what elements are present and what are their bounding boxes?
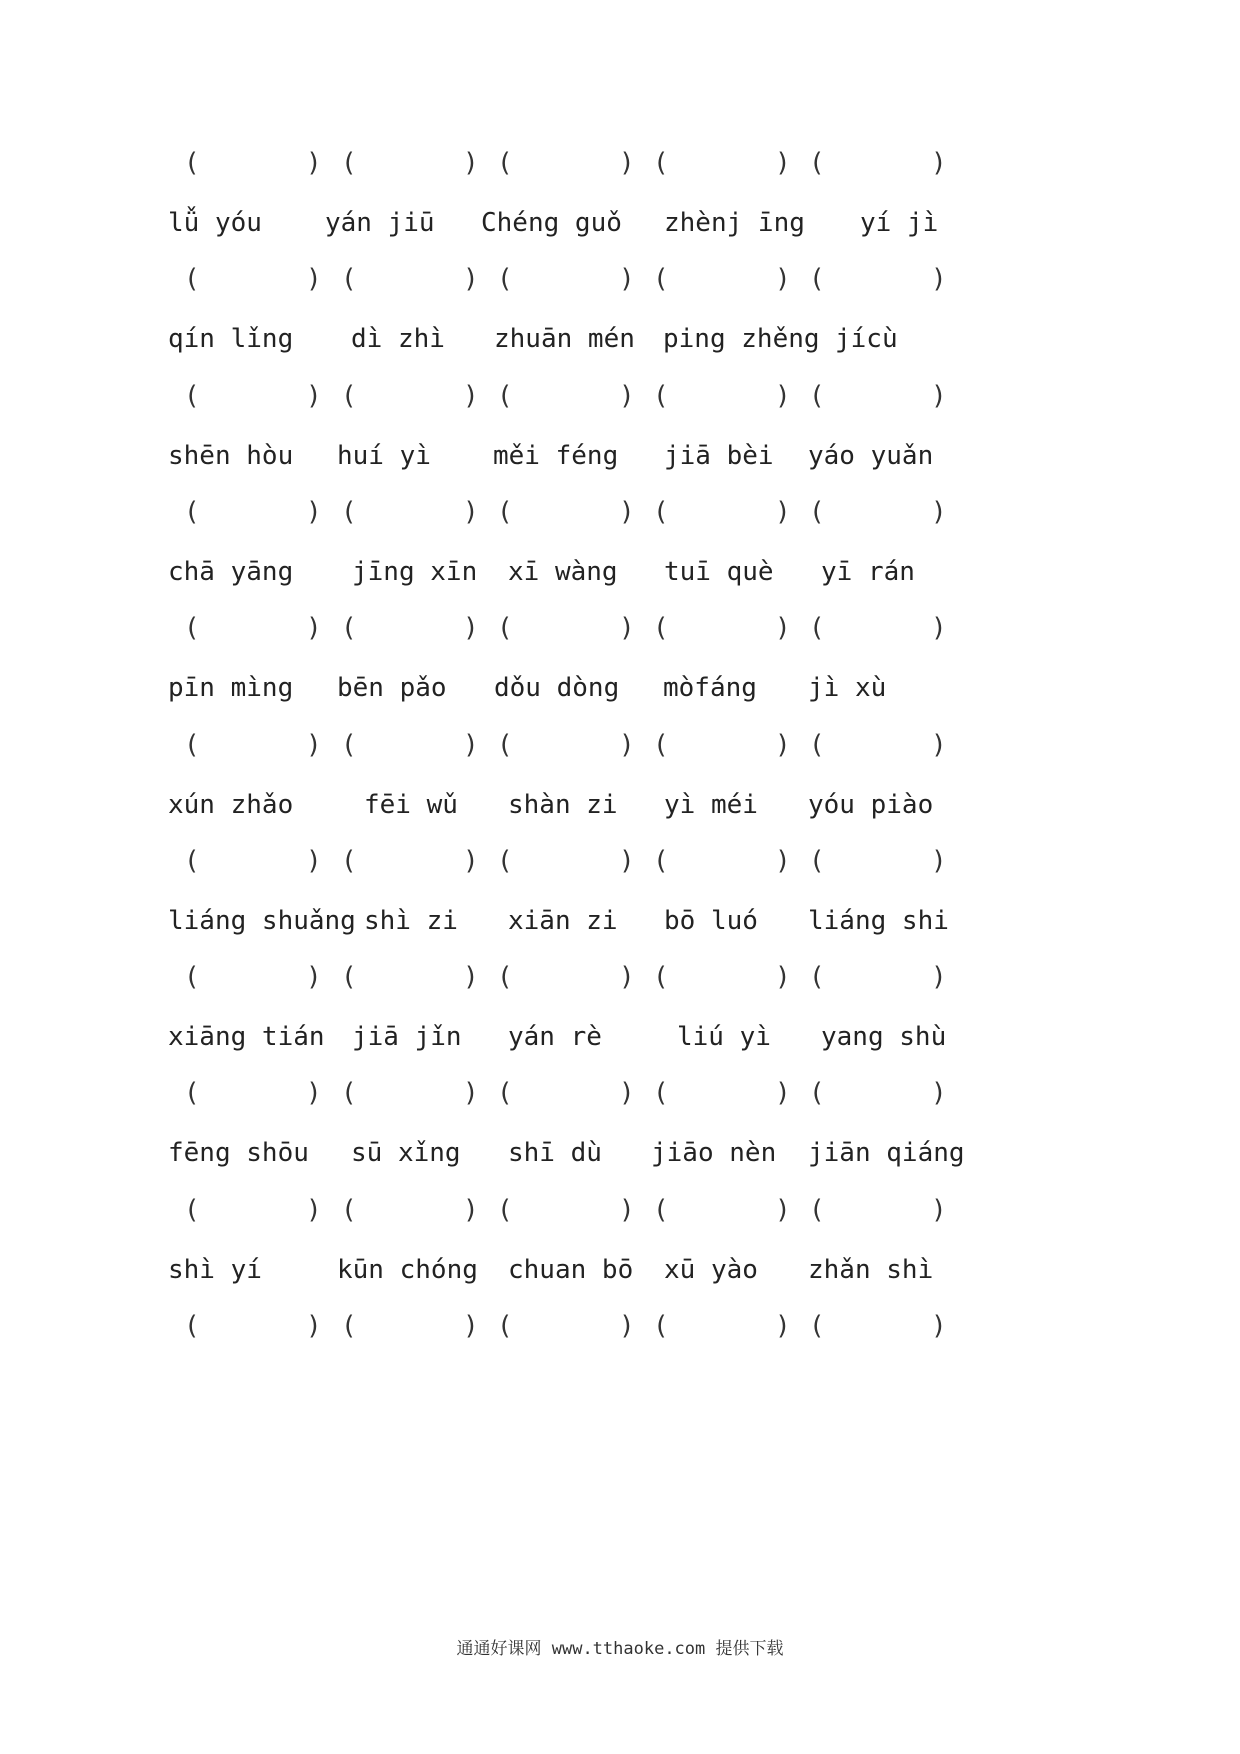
close-paren: ) (931, 264, 947, 295)
close-paren: ) (619, 613, 635, 644)
open-paren: ( (653, 962, 669, 993)
open-paren: ( (653, 148, 669, 178)
open-paren: ( (184, 1078, 200, 1109)
pinyin-word: liú yì (677, 1022, 771, 1053)
open-paren: ( (809, 148, 825, 178)
close-paren: ) (775, 613, 791, 644)
pinyin-word: dì zhì (351, 324, 445, 355)
open-paren: ( (341, 264, 357, 295)
open-paren: ( (497, 380, 513, 411)
close-paren: ) (619, 1194, 635, 1225)
pinyin-word: bō luó (664, 905, 758, 936)
close-paren: ) (619, 148, 635, 178)
open-paren: ( (184, 729, 200, 760)
pinyin-row (0, 1133, 1240, 1173)
open-paren: ( (809, 613, 825, 644)
pinyin-word: qín lǐng (168, 324, 294, 355)
close-paren: ) (306, 148, 322, 178)
close-paren: ) (306, 845, 322, 876)
close-paren: ) (775, 148, 791, 178)
pinyin-word: dǒu dòng (494, 673, 620, 704)
pinyin-word: mòfáng (663, 673, 757, 704)
pinyin-word: shì yí (168, 1254, 262, 1285)
pinyin-word: huí yì (337, 440, 431, 471)
close-paren: ) (463, 380, 479, 411)
open-paren: ( (341, 845, 357, 876)
pinyin-word: shàn zi (508, 789, 618, 820)
open-paren: ( (497, 962, 513, 993)
pinyin-word: Chéng guǒ (481, 208, 622, 238)
blank-row (0, 608, 1240, 648)
close-paren: ) (463, 1311, 479, 1341)
close-paren: ) (463, 845, 479, 876)
pinyin-word: měi féng (493, 440, 619, 471)
close-paren: ) (931, 148, 947, 178)
close-paren: ) (306, 729, 322, 760)
open-paren: ( (809, 380, 825, 411)
pinyin-word: chuan bō (508, 1254, 634, 1285)
close-paren: ) (931, 1078, 947, 1109)
pinyin-word: yán rè (508, 1022, 602, 1053)
open-paren: ( (497, 613, 513, 644)
open-paren: ( (653, 729, 669, 760)
pinyin-word: yí jì (860, 208, 939, 238)
open-paren: ( (341, 148, 357, 178)
pinyin-word: chā yāng (168, 556, 294, 587)
pinyin-word: bēn pǎo (337, 673, 447, 704)
close-paren: ) (775, 264, 791, 295)
close-paren: ) (775, 380, 791, 411)
close-paren: ) (463, 729, 479, 760)
open-paren: ( (809, 1311, 825, 1341)
open-paren: ( (653, 264, 669, 295)
open-paren: ( (809, 496, 825, 527)
blank-row (0, 841, 1240, 881)
close-paren: ) (306, 1194, 322, 1225)
close-paren: ) (463, 148, 479, 178)
pinyin-word: jiān qiáng (808, 1138, 965, 1169)
pinyin-row (0, 1250, 1240, 1290)
open-paren: ( (497, 1194, 513, 1225)
close-paren: ) (619, 962, 635, 993)
open-paren: ( (497, 496, 513, 527)
pinyin-row (0, 319, 1240, 359)
open-paren: ( (497, 1078, 513, 1109)
pinyin-word: zhuān mén (494, 324, 635, 355)
pinyin-word: jì xù (808, 673, 887, 704)
open-paren: ( (184, 496, 200, 527)
blank-row (0, 725, 1240, 765)
pinyin-word: fēng shōu (168, 1138, 309, 1169)
close-paren: ) (463, 613, 479, 644)
open-paren: ( (497, 148, 513, 178)
close-paren: ) (463, 1194, 479, 1225)
pinyin-word: yán jiū (325, 208, 435, 238)
open-paren: ( (184, 148, 200, 178)
pinyin-word: yáo yuǎn (808, 440, 934, 471)
open-paren: ( (497, 729, 513, 760)
pinyin-row (0, 668, 1240, 708)
close-paren: ) (931, 1194, 947, 1225)
pinyin-row (0, 203, 1240, 243)
pinyin-word: yī rán (821, 556, 915, 587)
open-paren: ( (809, 1078, 825, 1109)
pinyin-word: xún zhǎo (168, 789, 294, 820)
open-paren: ( (497, 264, 513, 295)
open-paren: ( (341, 496, 357, 527)
open-paren: ( (809, 264, 825, 295)
open-paren: ( (809, 1194, 825, 1225)
close-paren: ) (619, 380, 635, 411)
open-paren: ( (809, 729, 825, 760)
pinyin-word: shì zi (364, 905, 458, 936)
open-paren: ( (341, 1078, 357, 1109)
close-paren: ) (775, 1078, 791, 1109)
pinyin-word: jícù (835, 324, 898, 355)
close-paren: ) (306, 1078, 322, 1109)
close-paren: ) (463, 962, 479, 993)
pinyin-word: sū xǐng (351, 1138, 461, 1169)
close-paren: ) (619, 845, 635, 876)
close-paren: ) (931, 613, 947, 644)
close-paren: ) (775, 845, 791, 876)
close-paren: ) (463, 264, 479, 295)
pinyin-word: xiān zi (508, 905, 618, 936)
pinyin-word: jiā bèi (664, 440, 774, 471)
open-paren: ( (653, 496, 669, 527)
open-paren: ( (184, 380, 200, 411)
close-paren: ) (306, 380, 322, 411)
pinyin-word: fēi wǔ (364, 789, 458, 820)
open-paren: ( (341, 962, 357, 993)
open-paren: ( (341, 1194, 357, 1225)
pinyin-word: kūn chóng (337, 1254, 478, 1285)
pinyin-word: shēn hòu (168, 440, 294, 471)
pinyin-word: liáng shi (808, 905, 949, 936)
close-paren: ) (306, 264, 322, 295)
pinyin-word: tuī què (664, 556, 774, 587)
pinyin-word: zhènj īng (664, 208, 805, 238)
open-paren: ( (653, 613, 669, 644)
open-paren: ( (653, 380, 669, 411)
open-paren: ( (184, 845, 200, 876)
blank-row (0, 1306, 1240, 1346)
pinyin-word: lǚ yóu (168, 208, 262, 238)
close-paren: ) (619, 264, 635, 295)
blank-row (0, 376, 1240, 416)
pinyin-word: yóu piào (808, 789, 934, 820)
pinyin-word: jiāo nèn (651, 1138, 777, 1169)
close-paren: ) (775, 962, 791, 993)
open-paren: ( (809, 845, 825, 876)
open-paren: ( (184, 962, 200, 993)
open-paren: ( (184, 1311, 200, 1341)
open-paren: ( (497, 1311, 513, 1341)
open-paren: ( (341, 380, 357, 411)
open-paren: ( (653, 845, 669, 876)
pinyin-row (0, 436, 1240, 476)
open-paren: ( (653, 1078, 669, 1109)
close-paren: ) (619, 1078, 635, 1109)
close-paren: ) (931, 845, 947, 876)
pinyin-word: zhǎn shì (808, 1254, 934, 1285)
close-paren: ) (463, 496, 479, 527)
close-paren: ) (931, 380, 947, 411)
footer-credit: 通通好课网 www.tthaoke.com 提供下载 (456, 1639, 784, 1659)
close-paren: ) (619, 1311, 635, 1341)
close-paren: ) (931, 1311, 947, 1341)
pinyin-row (0, 785, 1240, 825)
blank-row (0, 143, 1240, 183)
close-paren: ) (306, 1311, 322, 1341)
blank-row (0, 957, 1240, 997)
pinyin-word: jīng xīn (352, 556, 478, 587)
pinyin-word: ping zhěng (663, 324, 820, 355)
open-paren: ( (341, 1311, 357, 1341)
open-paren: ( (184, 264, 200, 295)
close-paren: ) (306, 613, 322, 644)
open-paren: ( (653, 1194, 669, 1225)
blank-row (0, 259, 1240, 299)
open-paren: ( (341, 729, 357, 760)
close-paren: ) (931, 496, 947, 527)
pinyin-word: liáng shuǎng (168, 905, 356, 936)
close-paren: ) (306, 496, 322, 527)
pinyin-word: yì méi (664, 789, 758, 820)
pinyin-row (0, 552, 1240, 592)
close-paren: ) (931, 729, 947, 760)
close-paren: ) (775, 1194, 791, 1225)
close-paren: ) (463, 1078, 479, 1109)
open-paren: ( (341, 613, 357, 644)
open-paren: ( (497, 845, 513, 876)
pinyin-word: pīn mìng (168, 673, 294, 704)
pinyin-word: yang shù (821, 1022, 947, 1053)
close-paren: ) (775, 1311, 791, 1341)
open-paren: ( (184, 1194, 200, 1225)
close-paren: ) (775, 729, 791, 760)
blank-row (0, 492, 1240, 532)
close-paren: ) (775, 496, 791, 527)
pinyin-word: xī wàng (508, 556, 618, 587)
close-paren: ) (931, 962, 947, 993)
open-paren: ( (809, 962, 825, 993)
pinyin-word: xū yào (664, 1254, 758, 1285)
open-paren: ( (653, 1311, 669, 1341)
close-paren: ) (306, 962, 322, 993)
close-paren: ) (619, 729, 635, 760)
blank-row (0, 1190, 1240, 1230)
open-paren: ( (184, 613, 200, 644)
blank-row (0, 1073, 1240, 1113)
close-paren: ) (619, 496, 635, 527)
pinyin-word: jiā jǐn (352, 1022, 462, 1053)
pinyin-word: xiāng tián (168, 1022, 325, 1053)
pinyin-row (0, 1017, 1240, 1057)
pinyin-word: shī dù (508, 1138, 602, 1169)
pinyin-row (0, 901, 1240, 941)
